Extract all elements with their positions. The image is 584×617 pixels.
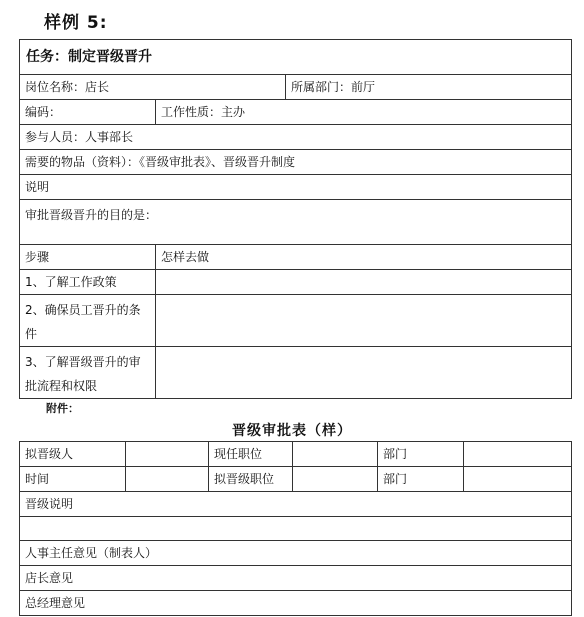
department-cell: 所属部门：前厅 [286,75,572,100]
target-position-label: 拟晋级职位 [209,467,293,492]
code-cell: 编码： [20,100,156,125]
position-name-cell: 岗位名称：店长 [20,75,286,100]
example-heading: 样例 5: [44,13,108,33]
time-value [126,467,209,492]
step-2-how-cell [156,295,572,347]
task-table [19,39,572,399]
steps-header: 步骤 [20,245,156,270]
step-3-cell: 3、了解晋级晋升的审批流程和权限 [20,347,156,399]
explanation-value [20,517,572,541]
step-1-how-cell [156,270,572,295]
participants-cell: 参与人员：人事部长 [20,125,572,150]
step-3-how-cell [156,347,572,399]
attachment-label: 附件： [46,402,79,415]
gm-opinion-cell: 总经理意见 [20,591,572,616]
approval-form-table [19,441,572,616]
hr-opinion-cell: 人事主任意见（制表人） [20,541,572,566]
work-nature-cell: 工作性质：主办 [156,100,572,125]
candidate-label: 拟晋级人 [20,442,126,467]
department-value-2 [464,467,572,492]
step-2-cell: 2、确保员工晋升的条件 [20,295,156,347]
how-to-header: 怎样去做 [156,245,572,270]
manager-opinion-cell: 店长意见 [20,566,572,591]
purpose-cell: 审批晋级晋升的目的是： [20,200,572,245]
task-title: 任务：制定晋级晋升 [20,40,572,75]
target-position-value [293,467,378,492]
candidate-value [126,442,209,467]
materials-cell: 需要的物品（资料）：《晋级审批表》、晋级晋升制度 [20,150,572,175]
department-label: 部门 [378,442,464,467]
notes-cell: 说明 [20,175,572,200]
explanation-label: 晋级说明 [20,492,572,517]
approval-form-title: 晋级审批表（样） [232,423,352,439]
department-label-2: 部门 [378,467,464,492]
step-1-cell: 1、了解工作政策 [20,270,156,295]
department-value [464,442,572,467]
current-position-label: 现任职位 [209,442,293,467]
time-label: 时间 [20,467,126,492]
current-position-value [293,442,378,467]
